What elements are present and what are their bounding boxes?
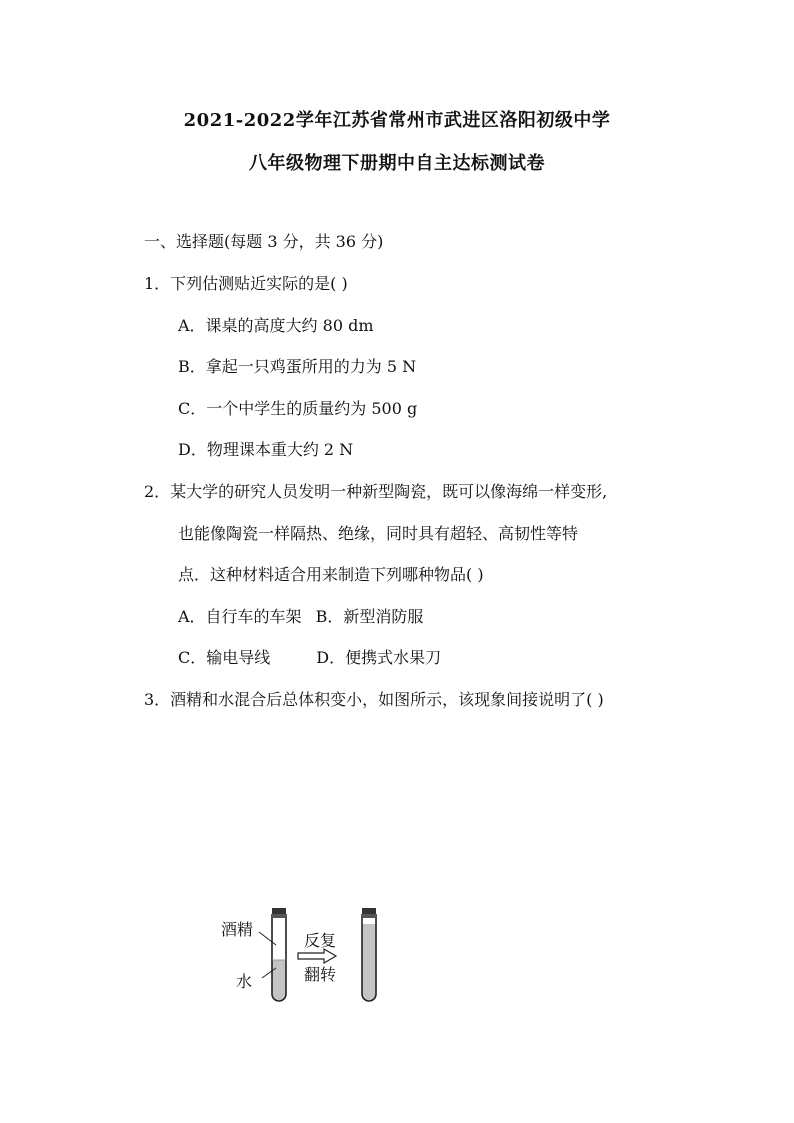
question-2-stem-line-2: 也能像陶瓷一样隔热、绝缘，同时具有超轻、高韧性等特 [178,524,579,543]
label-water: 水 [236,972,253,991]
left-test-tube [259,908,287,1001]
label-alcohol: 酒精 [221,920,254,939]
question-1-stem: 1．下列估测贴近实际的是( ) [144,274,348,293]
question-1-option-d: D．物理课本重大约 2 N [178,440,354,459]
question-2-option-d: D．便携式水果刀 [316,648,442,667]
question-2-stem-line-3: 点．这种材料适合用来制造下列哪种物品( ) [178,565,484,584]
left-tube-water [272,960,286,1001]
question-2-stem-line-1: 2．某大学的研究人员发明一种新型陶瓷，既可以像海绵一样变形, [144,482,608,501]
test-tube-figure [214,900,404,1010]
question-2-option-a: A．自行车的车架 [178,607,302,626]
question-1-option-a: A．课桌的高度大约 80 dm [178,316,374,335]
page-title-line-1: 2021-2022学年江苏省常州市武进区洛阳初级中学 [183,110,611,131]
right-test-tube [361,908,377,1001]
arrow-icon [298,949,336,963]
right-tube-rim [361,914,377,918]
question-1-option-c: C．一个中学生的质量约为 500 g [178,399,418,418]
question-3-stem: 3．酒精和水混合后总体积变小，如图所示，该现象间接说明了( ) [144,690,604,709]
page-title-line-2: 八年级物理下册期中自主达标测试卷 [249,153,545,174]
question-2-option-c: C．输电导线 [178,648,271,667]
label-arrow-top: 反复 [304,931,337,950]
question-2-options-row-1 [178,606,423,628]
left-tube-rim [271,914,287,918]
question-2-option-b: B．新型消防服 [315,607,424,626]
question-1-option-b: B．拿起一只鸡蛋所用的力为 5 N [178,357,417,376]
right-tube-cap [362,908,376,914]
label-arrow-bottom: 翻转 [304,965,337,984]
right-tube-mixture [362,924,376,1001]
left-tube-alcohol [272,918,286,960]
section-heading: 一、选择题(每题 3 分，共 36 分) [144,232,384,251]
left-tube-cap [272,908,286,914]
question-2-options-row-2 [178,647,441,669]
